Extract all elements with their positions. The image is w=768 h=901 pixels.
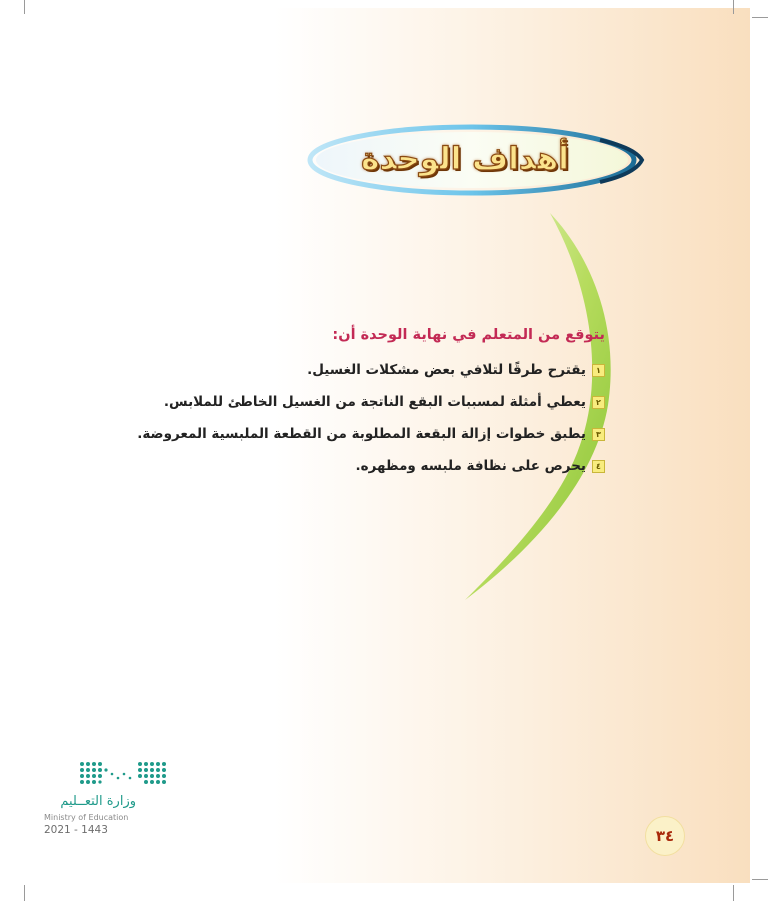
page-number: ٣٤ [645,816,685,856]
unit-goals-banner [300,118,650,202]
goal-number-badge: ٤ [592,460,605,473]
ministry-dots-icon [78,760,170,792]
ministry-of-education-logo [38,758,178,848]
crop-mark-bottom-left [24,885,25,901]
crop-mark-right-top [752,17,768,18]
edition-year: 2021 - 1443 [44,824,108,836]
goal-number-badge: ٣ [592,428,605,441]
goal-item [137,418,605,450]
goal-item [150,386,605,418]
goal-item [150,354,605,386]
goal-text: يعطي أمثلة لمسببات البقع الناتجة من الغسيل الخاطئ للملابس. [163,394,586,410]
banner-title: أهداف الوحدة [361,141,569,177]
goal-item [150,450,605,482]
ministry-name-english: Ministry of Education [44,813,129,822]
crop-mark-bottom-right [733,885,734,901]
crop-mark-top-right [733,0,734,14]
goal-number-badge: ٢ [592,396,605,409]
goals-intro: يتوقع من المتعلم في نهاية الوحدة أن: [332,327,605,343]
goal-text: يقترح طرقًا لتلافي بعض مشكلات الغسيل. [307,362,586,378]
goal-number-badge: ١ [592,364,605,377]
unit-goals-list [137,322,605,482]
ministry-name-arabic: وزارة التعــليم [60,794,136,809]
goal-text: يطبق خطوات إزالة البقعة المطلوبة من القطعة الملبسية المعروضة. [137,426,586,442]
crop-mark-right-bottom [752,879,768,880]
crop-mark-top-left [24,0,25,14]
goal-text: يحرص على نظافة ملبسه ومظهره. [355,458,586,474]
